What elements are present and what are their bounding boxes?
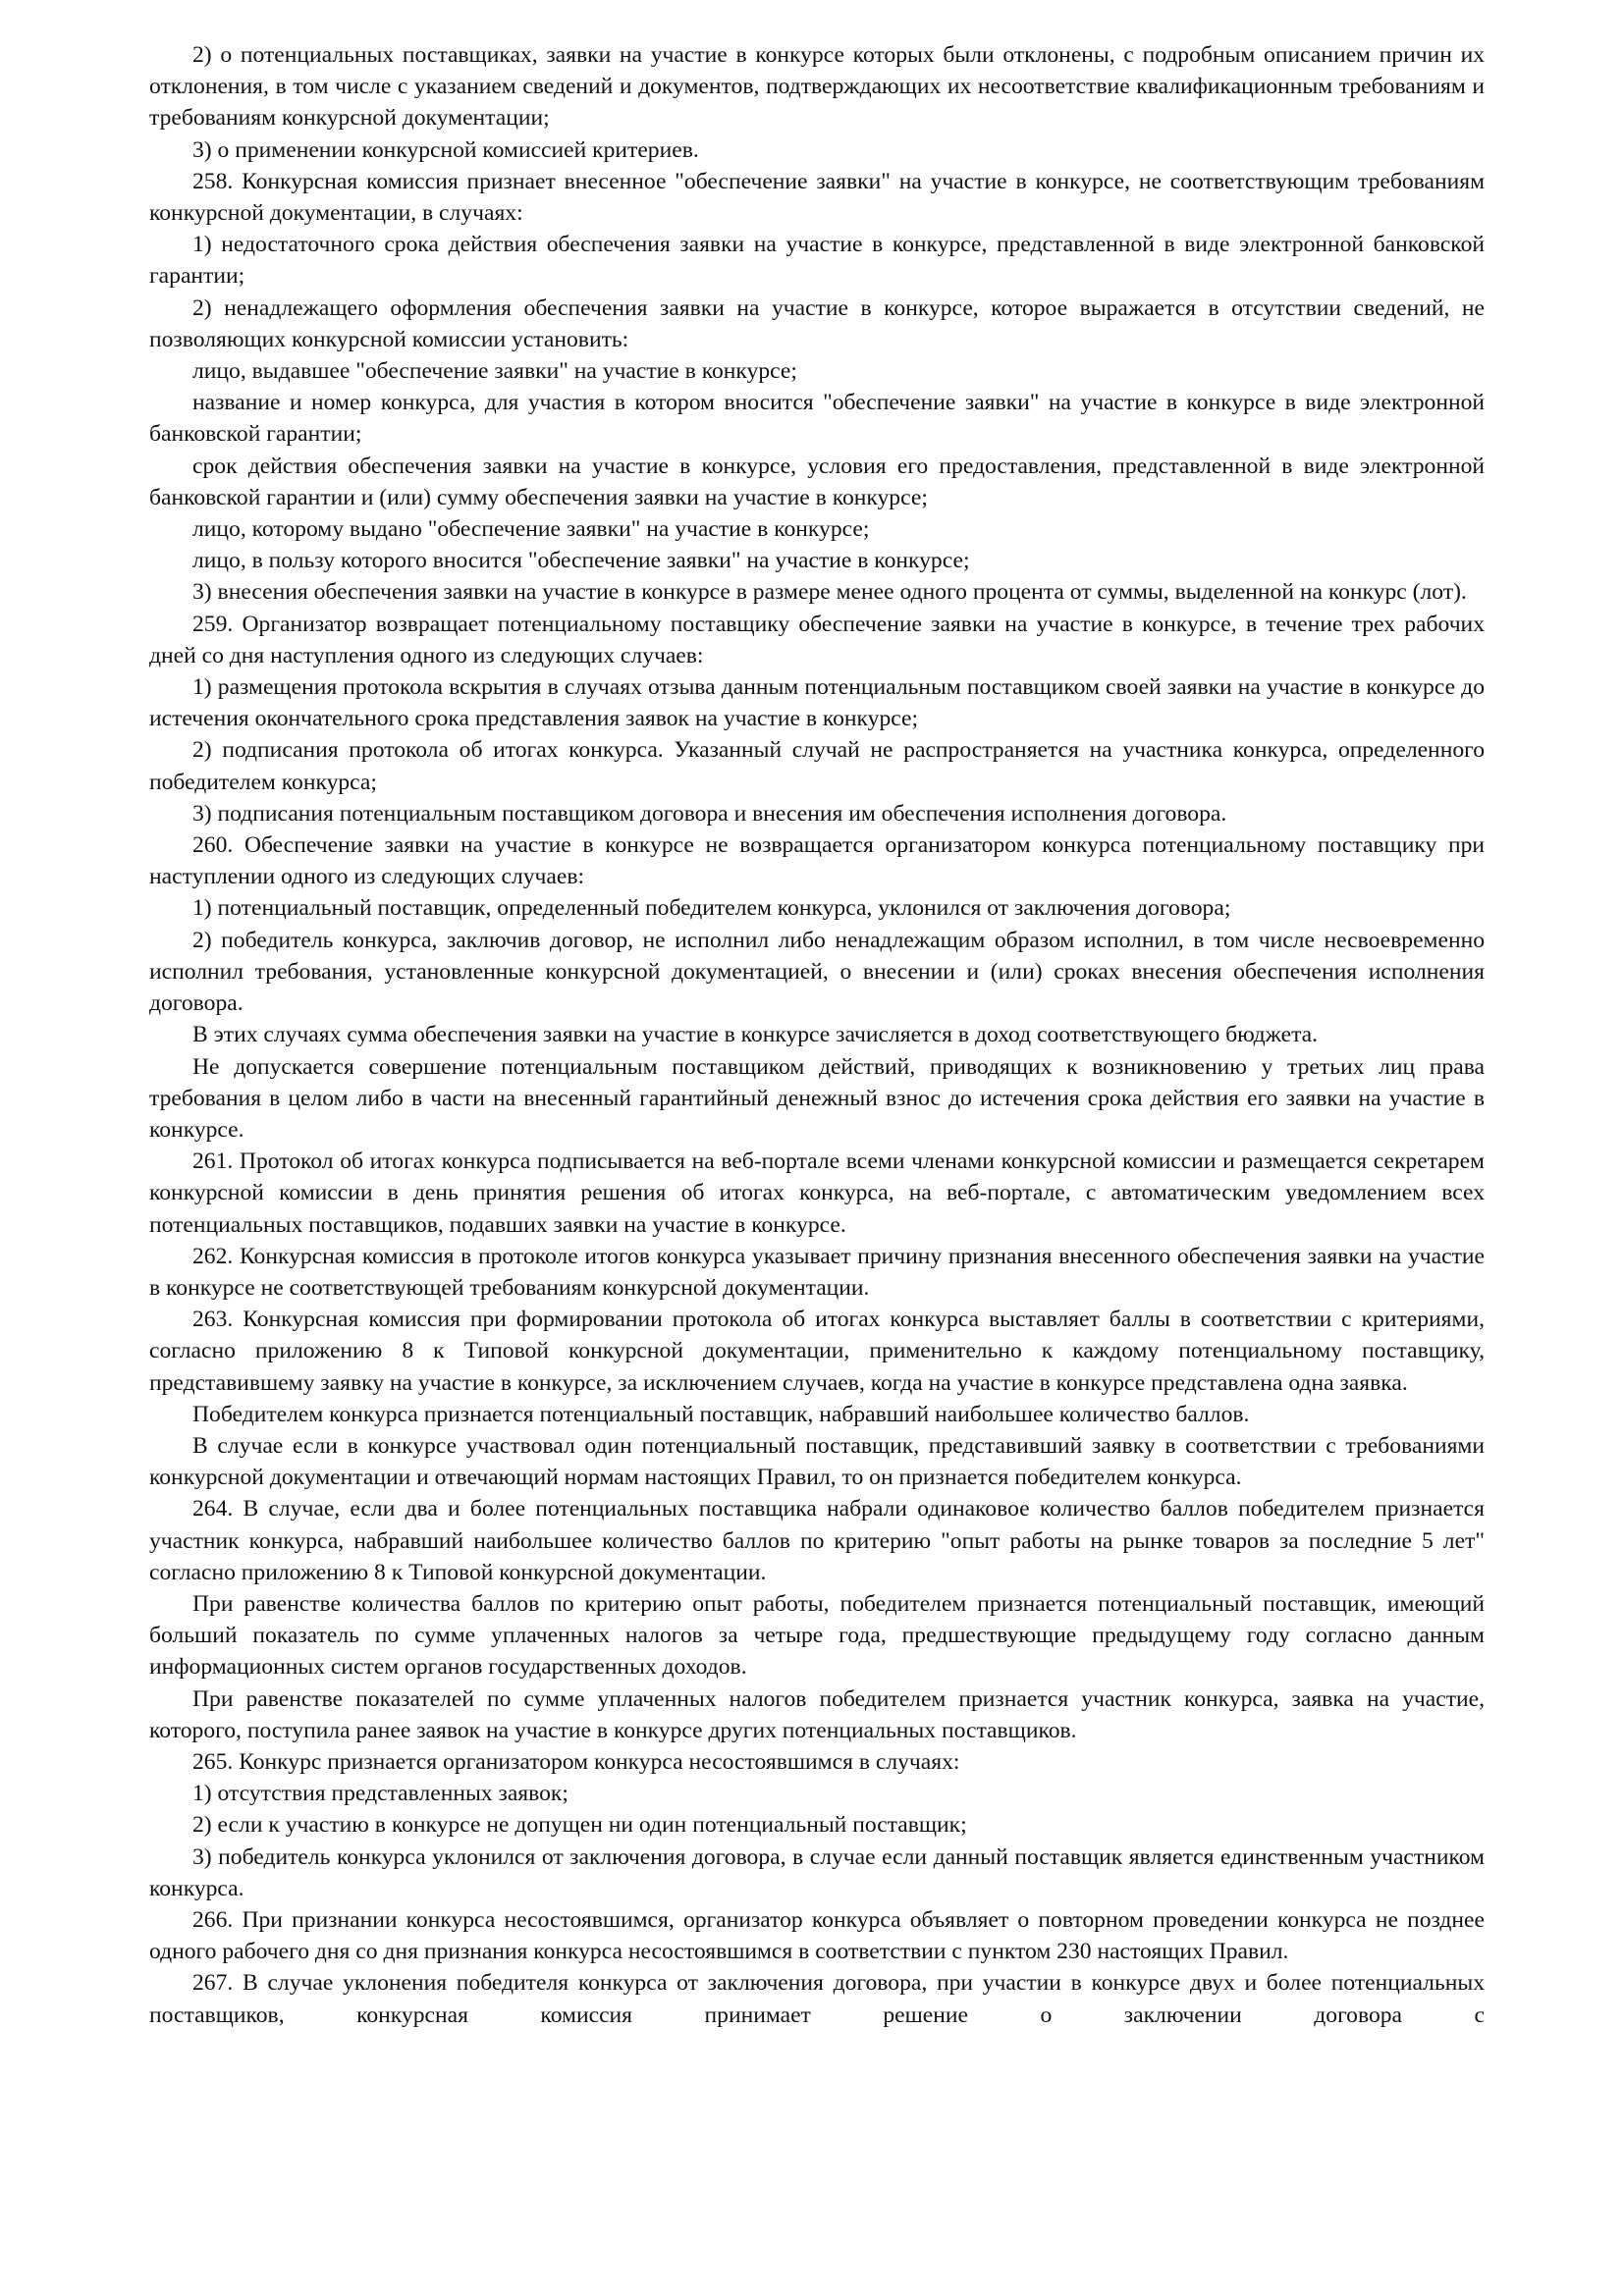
paragraph: Победителем конкурса признается потенциальный поставщик, набравший наибольшее количество баллов. [192, 1401, 1250, 1427]
paragraph-267: 267. В случае уклонения победителя конкурса от заключения договора, при участии в конкурсе двух и более потенциальных поставщиков, конкурсная комиссия принимает решение о заключении договора с [149, 1970, 1485, 2028]
paragraph-262: 262. Конкурсная комиссия в протоколе итогов конкурса указывает причину признания внесенного обеспечения заявки на участие в конкурсе не соответствующей требованиям конкурсной документации. [149, 1243, 1485, 1301]
paragraph-258: 258. Конкурсная комиссия признает внесенное "обеспечение заявки" на участие в конкурсе, не соответствующим требованиям конкурсной документации, в случаях: [149, 168, 1485, 227]
paragraph-259: 259. Организатор возвращает потенциальному поставщику обеспечение заявки на участие в конкурсе, в течение трех рабочих дней со дня наступления одного из следующих случаев: [149, 611, 1485, 668]
paragraph: лицо, которому выдано "обеспечение заявки" на участие в конкурсе; [192, 516, 870, 543]
paragraph: 1) размещения протокола вскрытия в случаях отзыва данным потенциальным поставщиком своей заявки на участие в конкурсе до истечения окончательного срока представления заявок на участие в конкурсе; [149, 674, 1485, 732]
paragraph-263: 263. Конкурсная комиссия при формировании протокола об итогах конкурса выставляет баллы в соответствии с критериями, согласно приложению 8 к Типовой конкурсной документации, применительно к каждому потенциальному поставщику, представившему заявку на участие в конкурсе, за исключением случаев, когда на участие в конкурсе представлена одна заявка. [149, 1307, 1485, 1396]
paragraph: 3) подписания потенциальным поставщиком договора и внесения им обеспечения исполнения договора. [192, 800, 1227, 827]
paragraph: 2) ненадлежащего оформления обеспечения заявки на участие в конкурсе, которое выражается в отсутствии сведений, не позволяющих конкурсной комиссии установить: [149, 294, 1485, 352]
paragraph-266: 266. При признании конкурса несостоявшимся, организатор конкурса объявляет о повторном проведении конкурса не позднее одного рабочего дня со дня признания конкурса несостоявшимся в соответствии с пунктом 230 настоящих Правил. [149, 1906, 1485, 1965]
paragraph: 2) победитель конкурса, заключив договор, не исполнил либо ненадлежащим образом исполнил, в том числе несвоевременно исполнил требования, установленные конкурсной документацией, о внесении и (или) сроках внесения обеспечения исполнения договора. [149, 927, 1485, 1017]
paragraph: название и номер конкурса, для участия в котором вносится "обеспечение заявки" на участие в конкурсе в виде электронной банковской гарантии; [149, 390, 1485, 448]
paragraph-264: 264. В случае, если два и более потенциальных поставщика набрали одинаковое количество баллов победителем признается участник конкурса, набравший наибольшее количество баллов по критерию "опыт работы на рынке товаров за последние 5 лет" согласно приложению 8 к Типовой конкурсной документации. [149, 1496, 1485, 1585]
paragraph: 2) если к участию в конкурсе не допущен ни один потенциальный поставщик; [192, 1812, 967, 1839]
paragraph: Не допускается совершение потенциальным поставщиком действий, приводящих к возникновению у третьих лиц права требования в целом либо в части на внесенный гарантийный денежный взнос до истечения срока действия его заявки на участие в конкурсе. [149, 1053, 1485, 1143]
paragraph: 3) победитель конкурса уклонился от заключения договора, в случае если данный поставщик является единственным участником конкурса. [149, 1843, 1485, 1901]
paragraph: лицо, выдавшее "обеспечение заявки" на участие в конкурсе; [192, 358, 797, 385]
paragraph: 2) подписания протокола об итогах конкурса. Указанный случай не распространяется на участника конкурса, определенного победителем конкурса; [149, 737, 1485, 795]
paragraph: В этих случаях сумма обеспечения заявки на участие в конкурсе зачисляется в доход соответствующего бюджета. [192, 1022, 1319, 1048]
paragraph: 2) о потенциальных поставщиках, заявки на участие в конкурсе которых были отклонены, с подробным описанием причин их отклонения, в том числе с указанием сведений и документов, подтверждающих их несоответствие квалификационным требованиям и требованиям конкурсной документации; [149, 42, 1485, 132]
document-page [149, 39, 1485, 2031]
paragraph: 1) отсутствия представленных заявок; [192, 1781, 568, 1807]
paragraph: лицо, в пользу которого вносится "обеспечение заявки" на участие в конкурсе; [192, 548, 970, 574]
paragraph-260: 260. Обеспечение заявки на участие в конкурсе не возвращается организатором конкурса потенциальному поставщику при наступлении одного из следующих случаев: [149, 832, 1485, 890]
paragraph: При равенстве количества баллов по критерию опыт работы, победителем признается потенциальный поставщик, имеющий больший показатель по сумме уплаченных налогов за четыре года, предшествующие предыдущему году согласно данным информационных систем органов государственных доходов. [149, 1590, 1485, 1681]
paragraph: При равенстве показателей по сумме уплаченных налогов победителем признается участник конкурса, заявка на участие, которого, поступила ранее заявок на участие в конкурсе других потенциальных поставщиков. [149, 1685, 1485, 1743]
paragraph: 3) внесения обеспечения заявки на участие в конкурсе в размере менее одного процента от суммы, выделенной на конкурс (лот). [192, 579, 1467, 606]
paragraph: В случае если в конкурсе участвовал один потенциальный поставщик, представивший заявку в соответствии с требованиями конкурсной документации и отвечающий нормам настоящих Правил, то он признается победителем конкурса. [149, 1432, 1485, 1491]
paragraph-265: 265. Конкурс признается организатором конкурса несостоявшимся в случаях: [192, 1748, 960, 1775]
paragraph: 1) потенциальный поставщик, определенный победителем конкурса, уклонился от заключения договора; [192, 895, 1231, 922]
paragraph: срок действия обеспечения заявки на участие в конкурсе, условия его предоставления, представленной в виде электронной банковской гарантии и (или) сумму обеспечения заявки на участие в конкурсе; [149, 453, 1485, 510]
paragraph: 3) о применении конкурсной комиссией критериев. [192, 136, 699, 163]
paragraph: 1) недостаточного срока действия обеспечения заявки на участие в конкурсе, представленной в виде электронной банковской гарантии; [149, 232, 1485, 290]
paragraph-261: 261. Протокол об итогах конкурса подписывается на веб-портале всеми членами конкурсной комиссии и размещается секретарем конкурсной комиссии в день принятия решения об итогах конкурса, на веб-портале, с автоматическим уведомлением всех потенциальных поставщиков, подавших заявки на участие в конкурсе. [149, 1148, 1485, 1238]
